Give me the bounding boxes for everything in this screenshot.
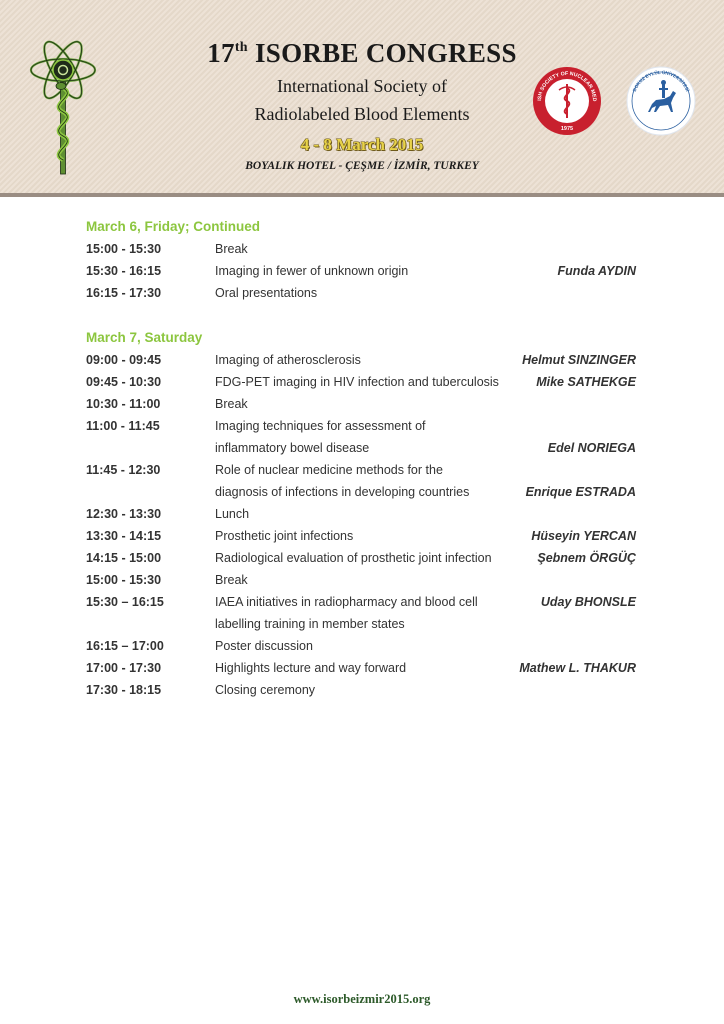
session-time: 17:30 - 18:15 (86, 683, 162, 697)
society-name-line2: Radiolabeled Blood Elements (254, 104, 470, 124)
dokuz-eylul-university-seal-icon (626, 66, 696, 136)
session-time: 12:30 - 13:30 (86, 507, 162, 521)
session-speaker: Mathew L. THAKUR (519, 661, 636, 675)
session-time: 13:30 - 14:15 (86, 529, 162, 543)
day-heading-march-6: March 6, Friday; Continued (86, 219, 261, 234)
society-name-line1: International Society of (277, 76, 447, 96)
footer-website-link[interactable]: www.isorbeizmir2015.org (293, 992, 431, 1006)
session-speaker: Helmut SINZINGER (522, 353, 636, 367)
program-row (0, 463, 724, 485)
program-row (0, 286, 724, 308)
program-row (0, 551, 724, 573)
nuclear-medicine-society-seal-icon (532, 66, 602, 136)
svg-text:TURKISH SOCIETY OF NUCLEAR MED: ISH SOCIETY OF NUCLEAR MED (536, 70, 598, 102)
program-row-continued (0, 485, 724, 507)
session-topic: Radiological evaluation of prosthetic joint infection (215, 551, 492, 565)
session-topic: Imaging of atherosclerosis (215, 353, 361, 367)
congress-dates: 4 - 8 March 2015 (300, 135, 424, 154)
program-row (0, 573, 724, 595)
program-row (0, 683, 724, 705)
program-row (0, 639, 724, 661)
session-topic: Imaging in fewer of unknown origin (215, 264, 409, 278)
page-header (0, 0, 724, 193)
session-time: 10:30 - 11:00 (86, 397, 161, 411)
session-topic: Role of nuclear medicine methods for the (215, 463, 443, 477)
program-row (0, 353, 724, 375)
session-time: 15:30 - 16:15 (86, 264, 162, 278)
session-time: 17:00 - 17:30 (86, 661, 162, 675)
session-topic: Highlights lecture and way forward (215, 661, 407, 675)
session-topic: Break (215, 573, 248, 587)
session-time: 11:45 - 12:30 (86, 463, 161, 477)
congress-title: 17th ISORBE CONGRESS (207, 38, 517, 68)
session-speaker: Uday BHONSLE (540, 595, 636, 609)
session-time: 16:15 – 17:00 (86, 639, 164, 653)
program-row (0, 375, 724, 397)
session-topic: diagnosis of infections in developing countries (215, 485, 470, 499)
program-row (0, 242, 724, 264)
session-speaker: Funda AYDIN (557, 264, 636, 278)
session-time: 11:00 - 11:45 (86, 419, 160, 433)
program-row (0, 264, 724, 286)
svg-text:DOKUZ EYLÜL ÜNİVERSİTESİ: DOKUZ EYLÜL ÜNİVERSİTESİ (631, 69, 691, 93)
session-topic: labelling training in member states (215, 617, 405, 631)
session-time: 15:00 - 15:30 (86, 573, 162, 587)
session-topic: Lunch (215, 507, 250, 521)
session-speaker: Hüseyin YERCAN (531, 529, 636, 543)
program-row-continued (0, 617, 724, 639)
header-divider (0, 193, 724, 197)
session-topic: Oral presentations (215, 286, 318, 300)
session-time: 16:15 - 17:30 (86, 286, 162, 300)
session-time: 15:30 – 16:15 (86, 595, 164, 609)
session-topic: Break (215, 242, 248, 256)
session-topic: FDG-PET imaging in HIV infection and tuberculosis (215, 375, 499, 389)
session-time: 09:45 - 10:30 (86, 375, 162, 389)
congress-venue: BOYALIK HOTEL - ÇEŞME / İZMİR, TURKEY (245, 160, 479, 172)
program-row (0, 661, 724, 683)
session-topic: Break (215, 397, 248, 411)
svg-text:1975: 1975 (560, 126, 574, 132)
session-topic: Closing ceremony (215, 683, 316, 697)
session-time: 14:15 - 15:00 (86, 551, 162, 565)
session-topic: IAEA initiatives in radiopharmacy and blood cell (215, 595, 478, 609)
session-topic: Imaging techniques for assessment of (215, 419, 426, 433)
session-topic: Poster discussion (215, 639, 313, 653)
session-speaker: Enrique ESTRADA (525, 485, 636, 499)
session-time: 09:00 - 09:45 (86, 353, 162, 367)
session-speaker: Mike SATHEKGE (536, 375, 636, 389)
day-heading-march-7: March 7, Saturday (86, 330, 203, 345)
session-speaker: Şebnem ÖRGÜÇ (537, 551, 636, 565)
program-row-continued (0, 441, 724, 463)
session-topic: inflammatory bowel disease (215, 441, 370, 455)
program-row (0, 595, 724, 617)
session-speaker: Edel NORIEGA (547, 441, 636, 455)
program-row (0, 507, 724, 529)
session-topic: Prosthetic joint infections (215, 529, 354, 543)
program-row (0, 529, 724, 551)
session-time: 15:00 - 15:30 (86, 242, 162, 256)
program-row (0, 397, 724, 419)
program-row (0, 419, 724, 441)
